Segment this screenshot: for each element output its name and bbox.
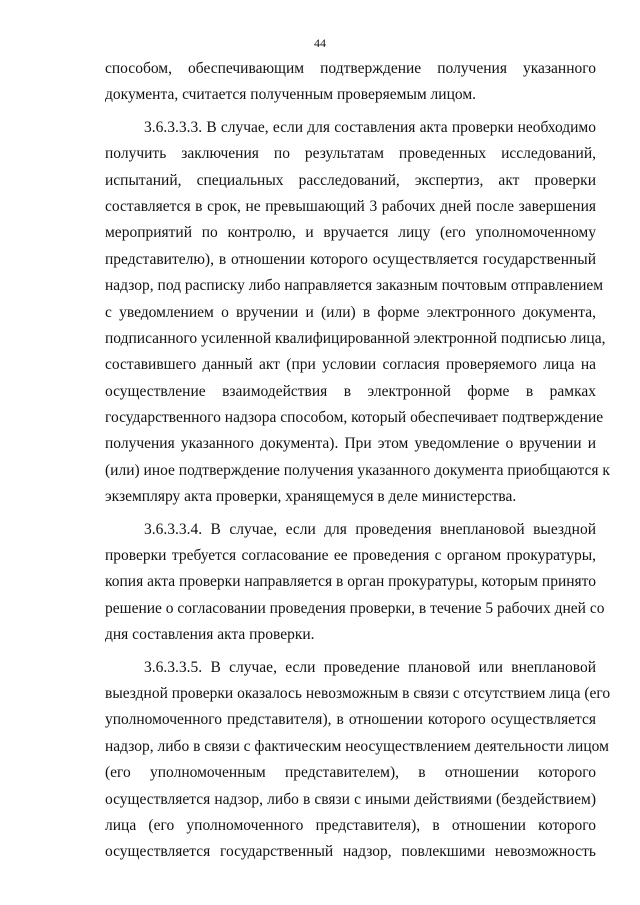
text-line: осуществление взаимодействия в электронной форме в рамках: [105, 382, 596, 400]
paragraph-3-6-3-3-4: [105, 517, 605, 649]
paragraph-3-6-3-3-3: [105, 115, 610, 511]
text-line: получения указанного документа). При этом уведомление о вручении и: [105, 435, 596, 453]
text-line: дня составления акта проверки.: [105, 626, 315, 644]
text-line: осуществляется надзор, либо в связи с иными действиями (бездействием): [105, 790, 596, 808]
text-line: уполномоченного представителя), в отношении которого осуществляется: [105, 711, 596, 729]
text-line: государственного надзора способом, который обеспечивает подтверждение: [105, 409, 604, 427]
text-line: 3.6.3.3.4. В случае, если для проведения внеплановой выездной: [144, 520, 596, 538]
text-line: мероприятий по контролю, и вручается лицу (его уполномоченному: [105, 224, 596, 242]
text-line: составившего данный акт (при условии согласия проверяемого лица на: [105, 356, 596, 374]
text-line: способом, обеспечивающим подтверждение получения указанного: [105, 60, 596, 77]
text-line: составляется в срок, не превышающий 3 рабочих дней после завершения: [105, 197, 596, 215]
text-line: надзор, под расписку либо направляется заказным почтовым отправлением: [105, 277, 604, 295]
paragraph-continuation: [105, 56, 596, 109]
text-line: (его уполномоченным представителем), в отношении которого: [105, 764, 596, 782]
page-number: 44: [314, 36, 326, 50]
text-line: выездной проверки оказалось невозможным в связи с отсутствием лица (его: [105, 684, 611, 702]
text-line: надзор, либо в связи с фактическим неосуществлением деятельности лицом: [105, 737, 609, 755]
text-line: лица (его уполномоченного представителя), в отношении которого: [105, 816, 596, 834]
text-line: 3.6.3.3.3. В случае, если для составления акта проверки необходимо: [144, 118, 596, 136]
text-line: копия акта проверки направляется в орган прокуратуры, которым принято: [105, 573, 596, 591]
text-line: испытаний, специальных расследований, экспертиз, акт проверки: [105, 171, 596, 189]
text-line: осуществляется государственный надзор, повлекшими невозможность: [105, 843, 596, 861]
text-line: документа, считается полученным проверяемым лицом.: [105, 86, 477, 104]
text-line: подписанного усиленной квалифицированной электронной подписью лица,: [105, 329, 606, 347]
paragraph-3-6-3-3-5: [105, 655, 611, 866]
document-body: [105, 56, 611, 866]
text-line: с уведомлением о вручении и (или) в форме электронного документа,: [105, 303, 596, 321]
text-line: проверки требуется согласование ее проведения с органом прокуратуры,: [105, 547, 596, 565]
text-line: 3.6.3.3.5. В случае, если проведение плановой или внеплановой: [144, 658, 596, 676]
text-line: решение о согласовании проведения проверки, в течение 5 рабочих дней со: [105, 599, 605, 617]
text-line: экземпляру акта проверки, хранящемуся в деле министерства.: [105, 488, 517, 506]
text-line: получить заключения по результатам проведенных исследований,: [105, 145, 596, 163]
text-line: (или) иное подтверждение получения указанного документа приобщаются к: [105, 461, 610, 479]
text-line: представителю), в отношении которого осуществляется государственный: [105, 250, 596, 268]
